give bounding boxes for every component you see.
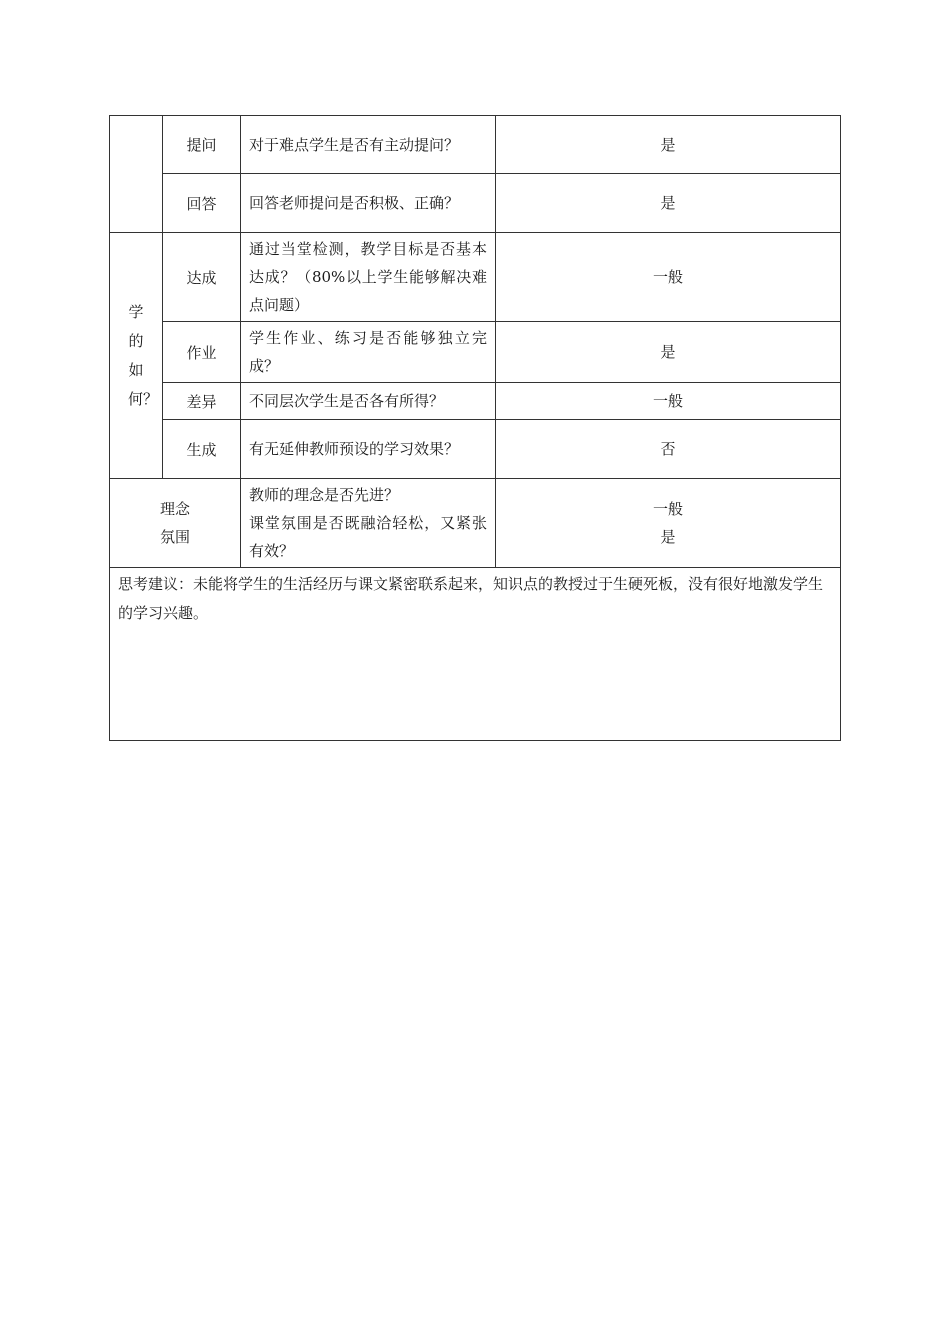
suggestion-text: 思考建议：未能将学生的生活经历与课文紧密联系起来，知识点的教授过于生硬死板，没有很好地激发学生的学习兴趣。 xyxy=(110,568,841,741)
rating-value: 否 xyxy=(496,420,841,479)
item-label: 差异 xyxy=(163,383,241,420)
rating-value: 是 xyxy=(496,116,841,174)
atmosphere-label-line: 氛围 xyxy=(159,528,190,546)
question-text: 不同层次学生是否各有所得？ xyxy=(241,383,496,420)
table-row xyxy=(110,420,841,479)
concept-value: 一般 xyxy=(652,500,683,518)
group-label-cell xyxy=(110,233,163,479)
question-text: 学生作业、练习是否能够独立完成？ xyxy=(241,322,496,383)
rating-value: 是 xyxy=(496,322,841,383)
empty-group-cell xyxy=(110,116,163,233)
group-label: 学的如何？ xyxy=(128,302,159,408)
atmosphere-question: 课堂氛围是否既融洽轻松，又紧张有效？ xyxy=(249,514,487,560)
table-row xyxy=(110,322,841,383)
rating-value-cell xyxy=(496,479,841,568)
rating-value: 一般 xyxy=(496,233,841,322)
table-row xyxy=(110,116,841,174)
question-text: 通过当堂检测，教学目标是否基本达成？（80%以上学生能够解决难点问题） xyxy=(241,233,496,322)
item-label: 生成 xyxy=(163,420,241,479)
concept-label-line: 理念 xyxy=(159,500,190,518)
table-row xyxy=(110,479,841,568)
question-text: 有无延伸教师预设的学习效果？ xyxy=(241,420,496,479)
question-text: 回答老师提问是否积极、正确？ xyxy=(241,174,496,233)
question-text xyxy=(241,479,496,568)
item-label: 提问 xyxy=(163,116,241,174)
atmosphere-value: 是 xyxy=(660,528,676,546)
table-row xyxy=(110,233,841,322)
table-row xyxy=(110,568,841,741)
rating-value: 一般 xyxy=(496,383,841,420)
item-label: 回答 xyxy=(163,174,241,233)
evaluation-table xyxy=(109,115,841,741)
rating-value: 是 xyxy=(496,174,841,233)
item-label: 作业 xyxy=(163,322,241,383)
table-row xyxy=(110,383,841,420)
question-text: 对于难点学生是否有主动提问？ xyxy=(241,116,496,174)
table-row xyxy=(110,174,841,233)
concept-question: 教师的理念是否先进？ xyxy=(249,486,400,504)
concept-label-cell xyxy=(110,479,241,568)
item-label: 达成 xyxy=(163,233,241,322)
